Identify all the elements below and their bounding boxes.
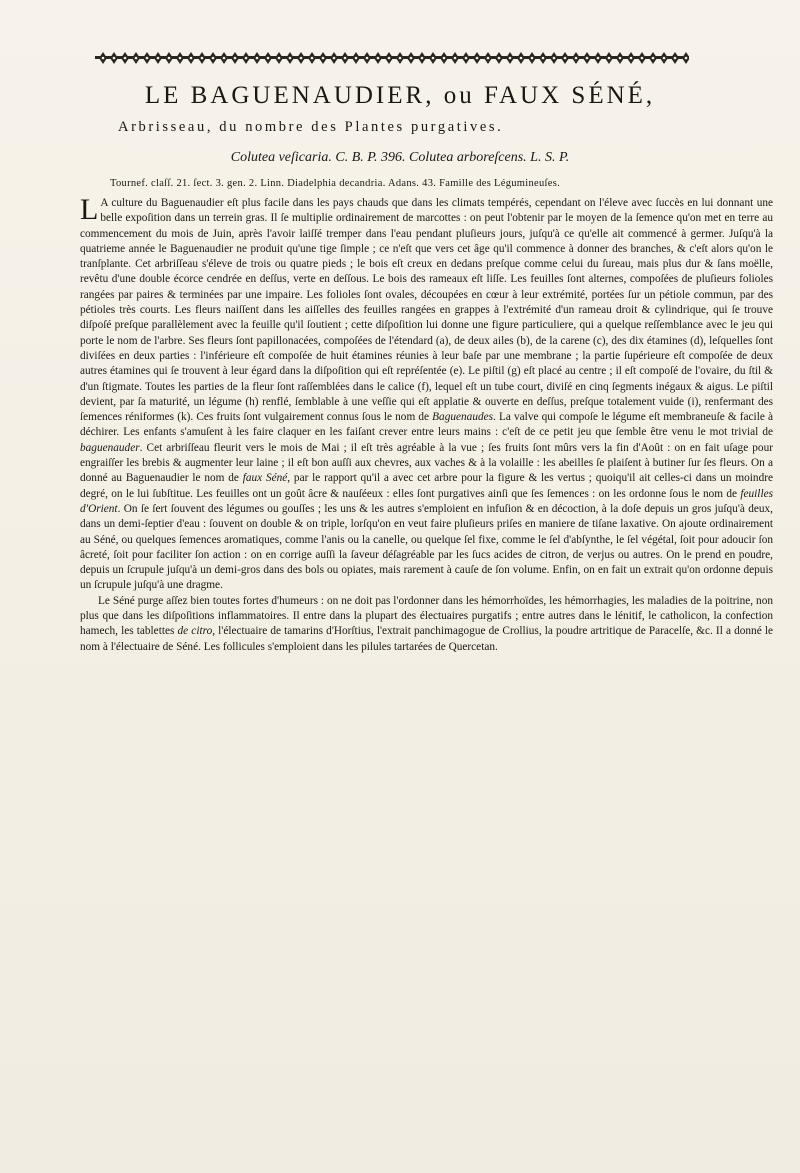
- term-feuilles-orient: feuilles d'Orient: [80, 487, 773, 515]
- term-baguenaudes: Baguenaudes: [432, 411, 494, 424]
- article-body: [80, 193, 773, 655]
- paragraph-1: L A culture du Baguenaudier eſt plus facile dans les pays chauds que dans les climats tempérés, cependant on l'éleve avec ſuccès en lui donnant une belle expoſition dans un terrein gras. Il ſe multiplie ordinairement de marcottes : on peut l'obtenir par le moyen de la ſemence qu'on met en terre au commencement du mois de Juin, après l'avoir laiſſé tremper dans l'eau pendant pluſieurs jours, juſqu'à ce qu'elle ait commencé à germer. Juſqu'à la quatrieme année le Baguenaudier ne produit qu'une tige ſimple ; ce n'eſt que vers cet âge qu'il commence à donner des branches, & c'eſt alors qu'on le tranſplante. Cet arbriſſeau s'éleve de trois ou quatre pieds ; le bois eſt creux en dedans preſque comme celui du ſureau, mais plus dur & ſans moëlle, revêtu d'une double écorce cendrée en deſſus, verte en deſſous. Le bois des rameaux eſt liſſe. Les feuilles ſont alternes, compoſées de pluſieurs folioles rangées par paires & terminées par une impaire. Les folioles ſont ovales, découpées en cœur à leur extrémité, portées ſur un pétiole commun, par des pétioles très courts. Les fleurs naiſſent dans les aiſſelles des feuilles rangées en grappes à l'extrémité d'un rameau droit & cylindrique, qui ſe trouve diſpoſé preſque parallèlement avec la feuille qu'il ſoutient ; cette diſpoſition lui donne une figure particuliere, qui a quelque reſſemblance avec le jeu qui porte le nom de l'arbre. Ses fleurs ſont papillonacées, compoſées de l'étendard (a), de deux ailes (b), de la carene (c), des dix étamines (d), leſquelles ſont diviſées en deux parties : l'inférieure eſt compoſée de huit étamines réunies à leur baſe par une membrane ; la partie ſupérieure eſt compoſée de deux autres étamines qui ſe trouvent à leur égard dans la diſpoſition qui eſt repréſentée (e). Le piſtil (g) eſt placé au centre ; il eſt compoſé de l'ovaire, du ſtil & d'un ſtigmate. Toutes les parties de la fleur ſont raſſemblées dans le calice (f), lequel eſt un tube court, diviſé en cinq ſegments inégaux & aigus. Le piſtil devient, par ſa maturité, un légume (h) renflé, ſemblable à une veſſie qui eſt applatie & ouverte en deſſus, preſque totalement vuide (i), renfermant des ſemences réniformes (k). Ces fruits ſont vulgairement connus ſous le nom de Baguenaudes. La valve qui compoſe le légume eſt membraneuſe & facile à déchirer. Les enfants s'amuſent à les faire claquer en les faiſant crever entre leurs mains : c'eſt de ce petit jeu que ſemble être venu le mot trivial de baguenauder. Cet arbriſſeau fleurit vers le mois de Mai ; il eſt très agréable à la vue ; ſes fruits ſont mûrs vers la fin d'Août : on en fait uſage pour engraiſſer les brebis & augmenter leur laine ; il eſt bon auſſi aux chevres, aux vaches & à la volaille : les abeilles ſe plaiſent à butiner ſur ſes fleurs. On a donné au Baguenaudier le nom de faux Séné, par le rapport qu'il a avec cet arbre pour la figure & les vertus ; quoiqu'il ait celles-ci dans un moindre degré, on le lui ſubſtitue. Les feuilles ont un goût âcre & nauſéeux : elles ſont purgatives ainſi que ſes ſemences : on les ordonne ſous le nom de feuilles d'Orient. On ſe ſert ſouvent des légumes ou gouſſes ; les uns & les autres s'emploient en infuſion & en décoction, à la doſe depuis un gros juſqu'à deux, dans un demi-ſeptier d'eau : ſouvent on double & on triple, lorſqu'on en veut faire pluſieurs priſes en maniere de tiſane laxative. On ajoute ordinairement au Séné, ou quelques ſemences aromatiques, comme l'anis ou la canelle, ou quelque ſel fixe, comme le ſel d'abſynthe, le ſel végétal, ſoit pour adoucir ſon âcreté, ſoit pour faciliter ſon action : on en corrige auſſi la ſaveur déſagréable par les ſucs acides de citron, de verjus ou autres. On le prend en poudre, depuis un ſcrupule juſqu'à un demi-gros dans des bols ou opiates, mais rarement à cauſe de ſon volume. Enfin, on en fait un extrait qu'on ordonne depuis un ſcrupule juſqu'à une dragme.: [80, 193, 773, 592]
- paragraph-2: Le Séné purge aſſez bien toutes fortes d'humeurs : on ne doit pas l'ordonner dans les hémorrhoïdes, les hémorrhagies, les maladies de la poitrine, non plus que dans les diſpoſitions inflammatoires. Il entre dans la plupart des électuaires purgatifs ; entre autres dans le lénitif, le catholicon, la confection hamech, les tablettes de citro, l'électuaire de tamarins d'Horſtius, l'extrait panchimagogue de Crollius, la poudre artritique de Paracelſe, &c. Il a donné le nom à l'électuaire de Séné. Les follicules s'emploient dans les pilules tartarées de Quercetan.: [80, 594, 773, 653]
- term-de-citro: de citro: [177, 625, 213, 638]
- drop-cap: L: [80, 193, 99, 226]
- term-faux-sene: faux Séné: [242, 472, 288, 485]
- page-title: LE BAGUENAUDIER, ou FAUX SÉNÉ,: [144, 82, 656, 109]
- ornament-band-icon: [95, 50, 689, 66]
- classification-line: Tournef. claſſ. 21. ſect. 3. gen. 2. Linn. Diadelphia decandria. Adans. 43. Famille des Légumineuſes.: [110, 178, 561, 189]
- term-baguenauder: baguenauder: [80, 441, 140, 454]
- page-subtitle: Arbrisseau, du nombre des Plantes purgatives.: [118, 119, 504, 135]
- botanical-synonyms: Colutea veſicaria. C. B. P. 396. Colutea arboreſcens. L. S. P.: [230, 150, 570, 165]
